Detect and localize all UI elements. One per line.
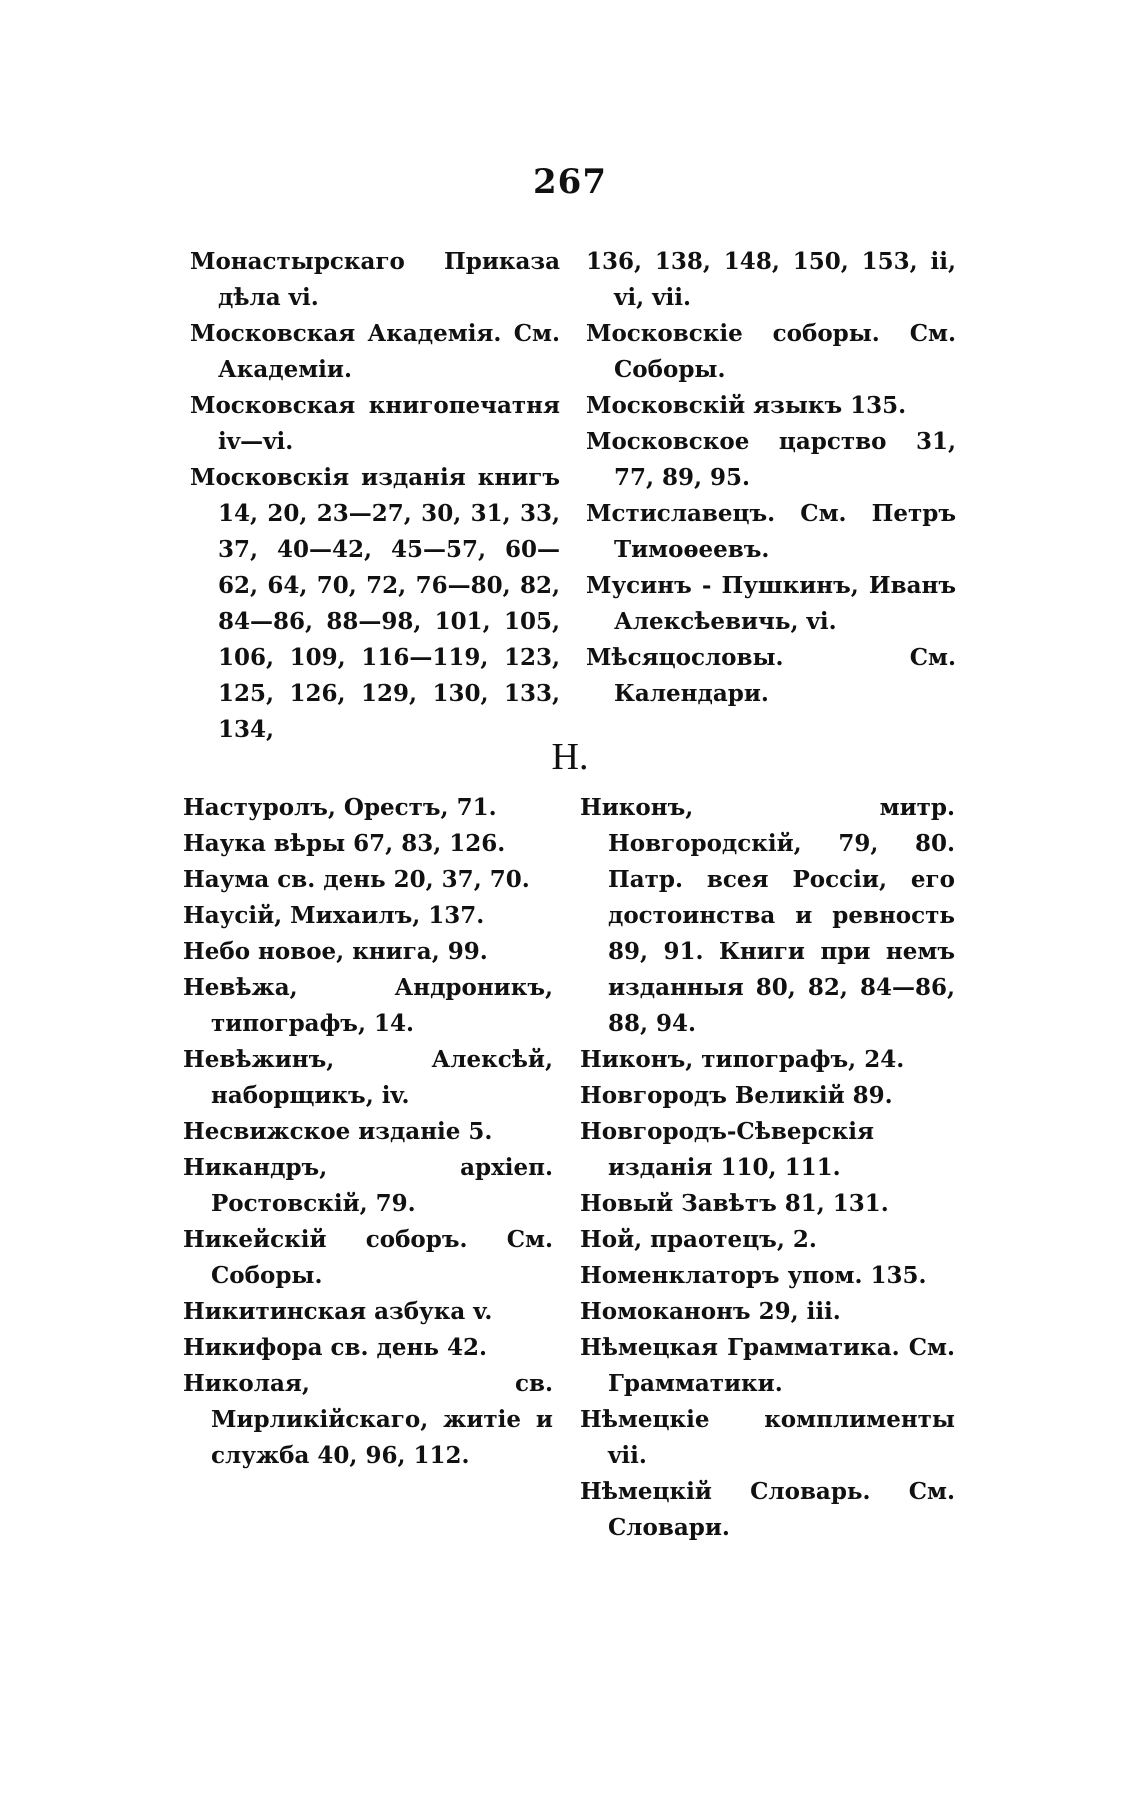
index-entry: Монастырскаго Приказа дѣла vi. [190,248,560,311]
index-entry: Московское царство 31, 77, 89, 95. [586,428,956,491]
index-entry: Никифора св. день 42. [183,1334,487,1361]
section-letter-heading: Н. [551,736,589,778]
index-entry: Никонъ, типографъ, 24. [580,1046,905,1073]
index-entry: Никейскій соборъ. См. Соборы. [183,1226,553,1289]
index-entry: Московская книгопечатня iv—vi. [190,392,560,455]
index-entry: Небо новое, книга, 99. [183,938,488,965]
index-entry: Ной, праотецъ, 2. [580,1226,817,1253]
index-entry: Номенклаторъ упом. 135. [580,1262,927,1289]
index-entry: Московская Академія. См. Академіи. [190,320,560,383]
index-entry: Московскій языкъ 135. [586,392,907,419]
index-column-bottom-left [183,790,553,1474]
index-entry: Мусинъ - Пушкинъ, Иванъ Алексѣевичь, vi. [586,572,956,635]
index-entry: Невѣжа, Андроникъ, типографъ, 14. [183,974,553,1037]
index-entry: Номоканонъ 29, iii. [580,1298,841,1325]
page-number: 267 [533,162,607,202]
index-entry: Никитинская азбука v. [183,1298,493,1325]
index-entry: Нѣмецкій Словарь. См. Словари. [580,1478,955,1541]
index-entry: Нѣмецкіе комплименты vii. [580,1406,955,1469]
index-entry: Московскіе соборы. См. Соборы. [586,320,956,383]
index-column-bottom-right [580,790,955,1546]
index-entry: Настуролъ, Орестъ, 71. [183,794,497,821]
index-entry: Наусій, Михаилъ, 137. [183,902,485,929]
index-entry: Николая, св. Мирликійскаго, житіе и служба 40, 96, 112. [183,1370,553,1469]
index-entry: Невѣжинъ, Алексѣй, наборщикъ, iv. [183,1046,553,1109]
index-entry: Мѣсяцословы. См. Календари. [586,644,956,707]
index-entry: Новый Завѣтъ 81, 131. [580,1190,889,1217]
index-entry: Наума св. день 20, 37, 70. [183,866,530,893]
index-entry: Несвижское изданіе 5. [183,1118,493,1145]
index-entry: Мстиславецъ. См. Петръ Тимоѳеевъ. [586,500,956,563]
index-entry: Наука вѣры 67, 83, 126. [183,830,506,857]
index-entry: Нѣмецкая Грамматика. См. Грамматики. [580,1334,955,1397]
index-entry: Никандръ, архіеп. Ростовскій, 79. [183,1154,553,1217]
index-entry: Новгородъ Великій 89. [580,1082,893,1109]
index-column-top-left [190,244,560,748]
index-entry: Новгородъ-Сѣверскія изданія 110, 111. [580,1118,874,1181]
index-entry: Московскія изданія книгъ 14, 20, 23—27, 30, 31, 33, 37, 40—42, 45—57, 60—62, 64, 70, 72, 76—80, 82, 84—86, 88—98, 101, 105, 106, 109, 116—119, 123, 125, 126, 129, 130, 133, 134, [190,464,560,743]
index-column-top-right [586,244,956,712]
index-entry: Никонъ, митр. Новгородскій, 79, 80. Патр. всея Россіи, его достоинства и ревность 89, 91. Книги при немъ изданныя 80, 82, 84—86, 88, 94. [580,794,955,1037]
index-entry: 136, 138, 148, 150, 153, ii, vi, vii. [586,248,956,311]
